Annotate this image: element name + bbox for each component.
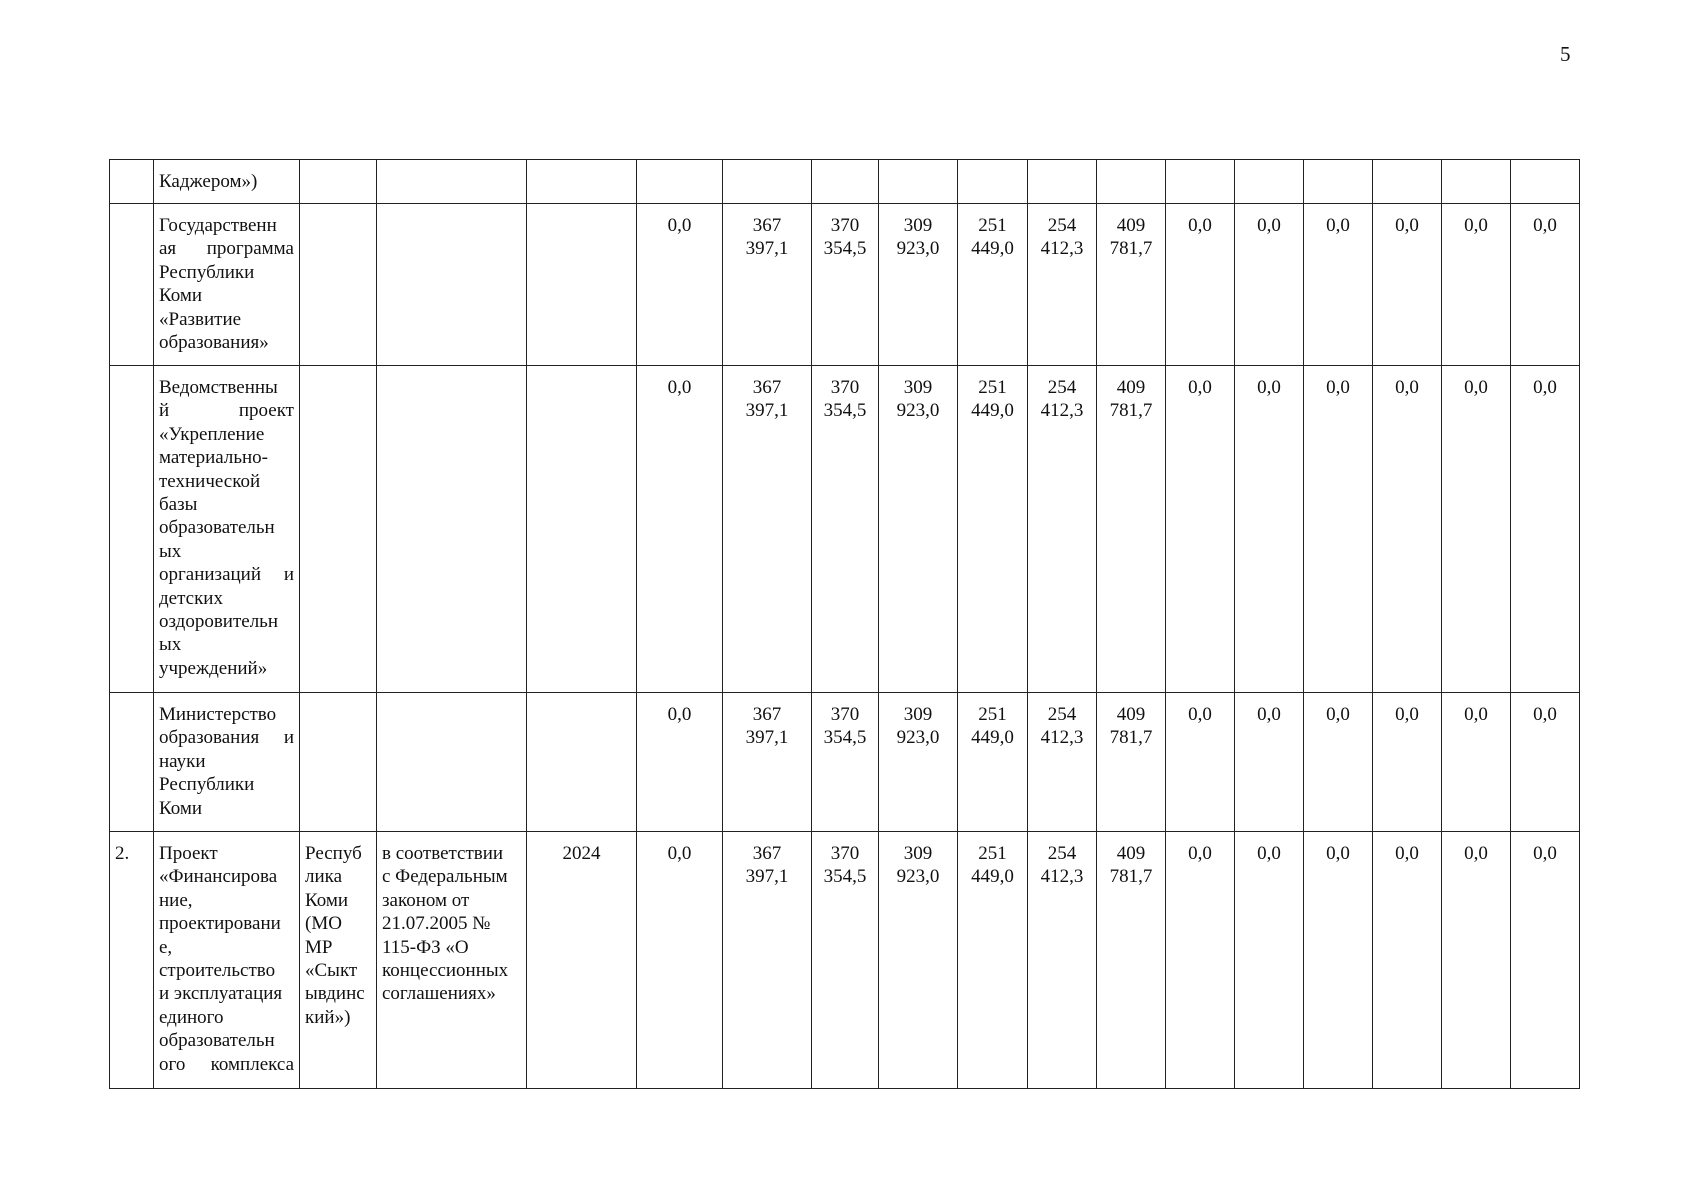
amount-value: 0,0 — [1188, 215, 1212, 236]
amount-value: 781,7 — [1109, 866, 1153, 888]
amount-value: 397,1 — [745, 238, 789, 260]
amount-value: 409 — [1116, 843, 1146, 864]
amount-value: 781,7 — [1109, 727, 1153, 749]
amount-cell — [1028, 832, 1097, 1089]
amount-cell — [1442, 160, 1511, 204]
financing-table — [109, 159, 1580, 1089]
item-name-cell — [154, 693, 300, 832]
item-name-line: ние, — [159, 889, 193, 911]
amount-cell — [1373, 693, 1442, 832]
amount-cell — [1028, 160, 1097, 204]
amount-value: 254 — [1047, 215, 1077, 236]
amount-cell — [723, 204, 812, 366]
amount-value: 449,0 — [971, 727, 1014, 749]
basis-line: законом от — [382, 889, 470, 911]
item-name-line: ая программа — [159, 238, 294, 260]
amount-cell — [1304, 366, 1373, 693]
amount-cell — [637, 204, 723, 366]
amount-cell — [1166, 366, 1235, 693]
amount-value: 397,1 — [745, 866, 789, 888]
row-index-cell — [110, 832, 154, 1089]
amount-cell — [723, 160, 812, 204]
item-name-line: й проект — [159, 400, 294, 422]
basis-line: в соответствии — [382, 843, 504, 864]
item-name-line: материально- — [159, 447, 268, 469]
amount-cell — [958, 160, 1028, 204]
amount-value: 367 — [752, 843, 782, 864]
table-row — [110, 366, 1580, 693]
amount-value: 0,0 — [1257, 704, 1281, 725]
amount-cell — [1373, 160, 1442, 204]
amount-value: 0,0 — [1533, 215, 1557, 236]
item-name-line: Республики — [159, 261, 255, 283]
year-value: 2024 — [562, 843, 601, 864]
row-index-cell — [110, 366, 154, 693]
territory-line: «Сыкт — [305, 960, 358, 982]
amount-value: 449,0 — [971, 238, 1014, 260]
amount-value: 0,0 — [667, 843, 692, 864]
amount-cell — [1028, 204, 1097, 366]
amount-cell — [1166, 693, 1235, 832]
basis-line: с Федеральным — [382, 866, 508, 888]
item-name-line: е, — [159, 936, 173, 958]
item-name-cell — [154, 832, 300, 1089]
amount-value: 354,5 — [823, 866, 867, 888]
page-number: 5 — [1560, 42, 1571, 66]
amount-value: 0,0 — [1257, 377, 1281, 398]
amount-value: 251 — [978, 377, 1007, 398]
table-row — [110, 693, 1580, 832]
basis-cell — [377, 204, 527, 366]
basis-cell — [377, 160, 527, 204]
amount-cell — [1235, 204, 1304, 366]
amount-value: 0,0 — [1464, 704, 1488, 725]
amount-cell — [1373, 204, 1442, 366]
amount-cell — [1097, 204, 1166, 366]
amount-cell — [1511, 693, 1580, 832]
item-name-cell — [154, 204, 300, 366]
amount-value: 0,0 — [1188, 704, 1212, 725]
territory-line: ывдинс — [305, 983, 365, 1005]
item-name-line: ых — [159, 540, 182, 562]
year-cell — [527, 832, 637, 1089]
territory-line: лика — [305, 866, 343, 888]
amount-value: 412,3 — [1040, 400, 1084, 422]
amount-cell — [958, 693, 1028, 832]
amount-cell — [879, 693, 958, 832]
amount-value: 409 — [1116, 215, 1146, 236]
amount-cell — [1373, 832, 1442, 1089]
item-name-line: Ведомственны — [159, 377, 278, 398]
amount-value: 309 — [903, 704, 933, 725]
amount-value: 0,0 — [667, 704, 692, 725]
amount-cell — [958, 204, 1028, 366]
amount-value: 354,5 — [823, 400, 867, 422]
amount-value: 370 — [830, 843, 860, 864]
amount-value: 923,0 — [896, 866, 940, 888]
amount-value: 251 — [978, 215, 1007, 236]
territory-cell — [300, 832, 377, 1089]
amount-cell — [723, 832, 812, 1089]
amount-value: 0,0 — [1464, 215, 1488, 236]
amount-value: 0,0 — [1326, 377, 1350, 398]
amount-cell — [812, 832, 879, 1089]
item-name-line: строительство — [159, 960, 276, 982]
basis-line: концессионных — [382, 960, 509, 982]
item-name-line: Республики — [159, 774, 255, 796]
amount-value: 449,0 — [971, 866, 1014, 888]
amount-value: 0,0 — [1188, 843, 1212, 864]
amount-cell — [1028, 366, 1097, 693]
item-name-line: образования» — [159, 332, 269, 354]
table-row — [110, 204, 1580, 366]
amount-cell — [1304, 832, 1373, 1089]
amount-value: 370 — [830, 704, 860, 725]
amount-cell — [1028, 693, 1097, 832]
amount-cell — [1235, 832, 1304, 1089]
amount-value: 254 — [1047, 843, 1077, 864]
item-name-line: «Развитие — [159, 308, 242, 330]
amount-cell — [812, 366, 879, 693]
item-name-cell — [154, 366, 300, 693]
amount-cell — [637, 160, 723, 204]
table-body — [110, 160, 1580, 1089]
basis-cell — [377, 693, 527, 832]
year-cell — [527, 366, 637, 693]
row-index-cell — [110, 204, 154, 366]
territory-cell — [300, 693, 377, 832]
amount-cell — [879, 832, 958, 1089]
amount-value: 0,0 — [1257, 843, 1281, 864]
amount-cell — [637, 832, 723, 1089]
item-name-line: «Финансирова — [159, 866, 278, 888]
amount-value: 397,1 — [745, 727, 789, 749]
amount-cell — [1166, 160, 1235, 204]
amount-cell — [637, 693, 723, 832]
amount-value: 0,0 — [1395, 377, 1419, 398]
year-cell — [527, 693, 637, 832]
amount-value: 397,1 — [745, 400, 789, 422]
amount-value: 254 — [1047, 377, 1077, 398]
amount-value: 0,0 — [1326, 843, 1350, 864]
amount-cell — [1097, 366, 1166, 693]
amount-value: 367 — [752, 215, 782, 236]
amount-value: 367 — [752, 704, 782, 725]
amount-cell — [1235, 366, 1304, 693]
amount-value: 254 — [1047, 704, 1077, 725]
amount-value: 923,0 — [896, 400, 940, 422]
amount-value: 0,0 — [1395, 843, 1419, 864]
amount-cell — [1304, 204, 1373, 366]
amount-cell — [723, 693, 812, 832]
territory-line: Респуб — [305, 843, 362, 864]
amount-value: 370 — [830, 215, 860, 236]
amount-value: 781,7 — [1109, 238, 1153, 260]
basis-cell — [377, 366, 527, 693]
item-name-line: образования и — [159, 727, 294, 749]
amount-cell — [1511, 160, 1580, 204]
table-row — [110, 160, 1580, 204]
item-name-line: Коми — [159, 797, 203, 819]
amount-value: 309 — [903, 377, 933, 398]
amount-value: 0,0 — [1533, 704, 1557, 725]
item-name-line: оздоровительн — [159, 611, 279, 633]
amount-cell — [879, 204, 958, 366]
item-name-line: организаций и — [159, 564, 294, 586]
amount-value: 0,0 — [1326, 215, 1350, 236]
amount-cell — [1442, 693, 1511, 832]
amount-cell — [1166, 204, 1235, 366]
amount-cell — [812, 693, 879, 832]
territory-line: (МО — [305, 913, 342, 935]
amount-value: 0,0 — [1464, 377, 1488, 398]
amount-cell — [1304, 160, 1373, 204]
item-name-line: науки — [159, 750, 206, 772]
amount-cell — [1097, 832, 1166, 1089]
territory-cell — [300, 160, 377, 204]
amount-cell — [812, 204, 879, 366]
amount-cell — [1373, 366, 1442, 693]
amount-cell — [1511, 832, 1580, 1089]
amount-cell — [1304, 693, 1373, 832]
item-name-line: базы — [159, 494, 198, 516]
item-name-line: Коми — [159, 285, 203, 307]
amount-value: 0,0 — [1464, 843, 1488, 864]
amount-cell — [879, 160, 958, 204]
amount-value: 412,3 — [1040, 727, 1084, 749]
amount-value: 0,0 — [1533, 377, 1557, 398]
item-name-line: образовательн — [159, 1030, 275, 1052]
basis-line: 115-ФЗ «О — [382, 936, 469, 958]
basis-line: соглашениях» — [382, 983, 496, 1005]
item-name-line: учреждений» — [159, 657, 268, 679]
item-name-line: и эксплуатация — [159, 983, 283, 1005]
basis-line: 21.07.2005 № — [382, 913, 491, 935]
amount-value: 781,7 — [1109, 400, 1153, 422]
item-name-line: технической — [159, 470, 261, 492]
amount-value: 354,5 — [823, 727, 867, 749]
amount-value: 412,3 — [1040, 866, 1084, 888]
amount-cell — [637, 366, 723, 693]
item-name-line: Каджером») — [159, 171, 258, 192]
row-index-cell — [110, 160, 154, 204]
item-name-line: единого — [159, 1006, 224, 1028]
table-row — [110, 832, 1580, 1089]
amount-value: 0,0 — [1533, 843, 1557, 864]
amount-cell — [1235, 693, 1304, 832]
amount-value: 309 — [903, 215, 933, 236]
territory-line: Коми — [305, 889, 349, 911]
amount-cell — [812, 160, 879, 204]
amount-cell — [1097, 693, 1166, 832]
amount-value: 0,0 — [1326, 704, 1350, 725]
item-name-line: проектировани — [159, 913, 281, 935]
basis-cell — [377, 832, 527, 1089]
amount-cell — [1511, 366, 1580, 693]
territory-line: МР — [305, 936, 333, 958]
item-name-line: Государственн — [159, 215, 277, 236]
year-cell — [527, 160, 637, 204]
amount-cell — [1442, 832, 1511, 1089]
amount-cell — [879, 366, 958, 693]
amount-value: 370 — [830, 377, 860, 398]
row-index-cell — [110, 693, 154, 832]
amount-value: 409 — [1116, 377, 1146, 398]
amount-value: 409 — [1116, 704, 1146, 725]
amount-value: 309 — [903, 843, 933, 864]
amount-value: 0,0 — [667, 215, 692, 236]
item-name-cell — [154, 160, 300, 204]
amount-cell — [1511, 204, 1580, 366]
amount-value: 412,3 — [1040, 238, 1084, 260]
amount-value: 923,0 — [896, 238, 940, 260]
territory-cell — [300, 204, 377, 366]
amount-cell — [1442, 204, 1511, 366]
amount-cell — [1166, 832, 1235, 1089]
amount-value: 923,0 — [896, 727, 940, 749]
territory-cell — [300, 366, 377, 693]
amount-cell — [1235, 160, 1304, 204]
amount-cell — [1442, 366, 1511, 693]
item-name-line: Проект — [159, 843, 218, 864]
amount-value: 449,0 — [971, 400, 1014, 422]
amount-value: 251 — [978, 704, 1007, 725]
item-name-line: образовательн — [159, 517, 275, 539]
amount-cell — [1097, 160, 1166, 204]
amount-cell — [958, 366, 1028, 693]
amount-value: 0,0 — [1257, 215, 1281, 236]
amount-value: 0,0 — [1395, 704, 1419, 725]
amount-value: 354,5 — [823, 238, 867, 260]
amount-cell — [958, 832, 1028, 1089]
amount-cell — [723, 366, 812, 693]
amount-value: 251 — [978, 843, 1007, 864]
amount-value: 367 — [752, 377, 782, 398]
amount-value: 0,0 — [1188, 377, 1212, 398]
item-name-line: «Укрепление — [159, 423, 265, 445]
amount-value: 0,0 — [1395, 215, 1419, 236]
territory-line: кий») — [305, 1006, 351, 1028]
item-name-line: ого комплекса — [159, 1053, 294, 1075]
item-name-line: детских — [159, 587, 223, 609]
amount-value: 0,0 — [667, 377, 692, 398]
item-name-line: ых — [159, 634, 182, 656]
row-index: 2. — [115, 843, 130, 864]
item-name-line: Министерство — [159, 704, 277, 725]
year-cell — [527, 204, 637, 366]
